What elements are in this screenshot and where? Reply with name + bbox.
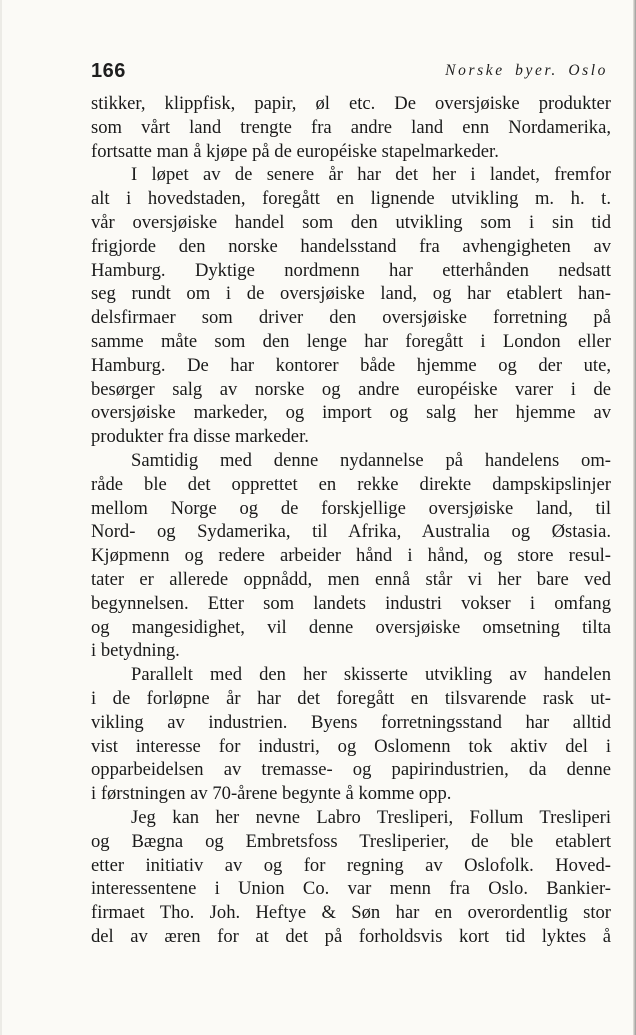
text-line: stikker, klippfisk, papir, øl etc. De oversjøiske produkter [91, 93, 611, 114]
text-line: Jeg kan her nevne Labro Tresliperi, Follum Tresliperi [131, 806, 611, 828]
page-header [91, 60, 608, 86]
text-line: oversjøiske markeder, og import og salg her hjemme av [91, 402, 611, 424]
text-line: Parallelt med den her skisserte utvikling av handelen [131, 664, 611, 686]
text-line: fortsatte man å kjøpe på de européiske stapelmarkeder. [91, 140, 499, 162]
text-line: frigjorde den norske handelsstand fra avhengigheten av [91, 235, 611, 257]
text-line: mellom Norge og de forskjellige oversjøiske land, til [91, 497, 611, 519]
text-line: produkter fra disse markeder. [91, 426, 309, 448]
page-number: 166 [91, 60, 126, 82]
text-line: Samtidig med denne nydannelse på handelens om- [131, 449, 611, 471]
text-line: Nord- og Sydamerika, til Afrika, Australia og Østasia. [91, 521, 611, 543]
text-line: Hamburg. Dyktige nordmenn har etterhånden nedsatt [91, 259, 611, 281]
text-line: Hamburg. De har kontorer både hjemme og der ute, [91, 354, 611, 376]
text-line: og mangesidighet, vil denne oversjøiske omsetning tilta [91, 616, 611, 638]
text-line: vår oversjøiske handel som den utvikling som i sin tid [91, 211, 611, 233]
text-line: alt i hovedstaden, foregått en lignende utvikling m. h. t. [91, 188, 611, 210]
running-head: Norske byer. Oslo [445, 62, 608, 79]
text-line: Kjøpmenn og redere arbeider hånd i hånd, og store resul- [91, 545, 611, 567]
text-line: besørger salg av norske og andre européiske varer i de [91, 378, 611, 400]
text-line: seg rundt om i de oversjøiske land, og har etablert han- [91, 283, 611, 305]
page-edge-left [0, 0, 2, 1035]
text-line: vikling av industrien. Byens forretningsstand har alltid [91, 711, 611, 733]
text-line: interessentene i Union Co. var menn fra Oslo. Bankier- [91, 878, 611, 900]
text-line: tater er allerede oppnådd, men ennå står vi her bare ved [91, 568, 611, 590]
text-line: vist interesse for industri, og Oslomenn tok aktiv del i [91, 735, 611, 757]
text-line: del av æren for at det på forholdsvis kort tid lyktes å [91, 925, 611, 947]
text-line: samme måte som den lenge har foregått i London eller [91, 330, 611, 352]
text-line: i betydning. [91, 640, 180, 662]
text-line: i de forløpne år har det foregått en tilsvarende rask ut- [91, 687, 611, 709]
text-line: firmaet Tho. Joh. Heftye & Søn har en overordentlig stor [91, 902, 611, 924]
text-line: og Bægna og Embretsfoss Tresliperier, de ble etablert [91, 830, 611, 852]
text-line: som vårt land trengte fra andre land enn Nordamerika, [91, 116, 611, 138]
text-line: begynnelsen. Etter som landets industri vokser i omfang [91, 592, 611, 614]
text-line: opparbeidelsen av tremasse- og papirindustrien, da denne [91, 759, 611, 781]
text-line: etter initiativ av og for regning av Oslofolk. Hoved- [91, 854, 611, 876]
text-line: i førstningen av 70-årene begynte å komme opp. [91, 783, 452, 805]
text-line: I løpet av de senere år har det her i landet, fremfor [131, 164, 611, 186]
text-line: delsfirmaer som driver den oversjøiske forretning på [91, 307, 611, 329]
text-line: råde ble det opprettet en rekke direkte dampskipslinjer [91, 473, 611, 495]
body-text [91, 92, 611, 949]
